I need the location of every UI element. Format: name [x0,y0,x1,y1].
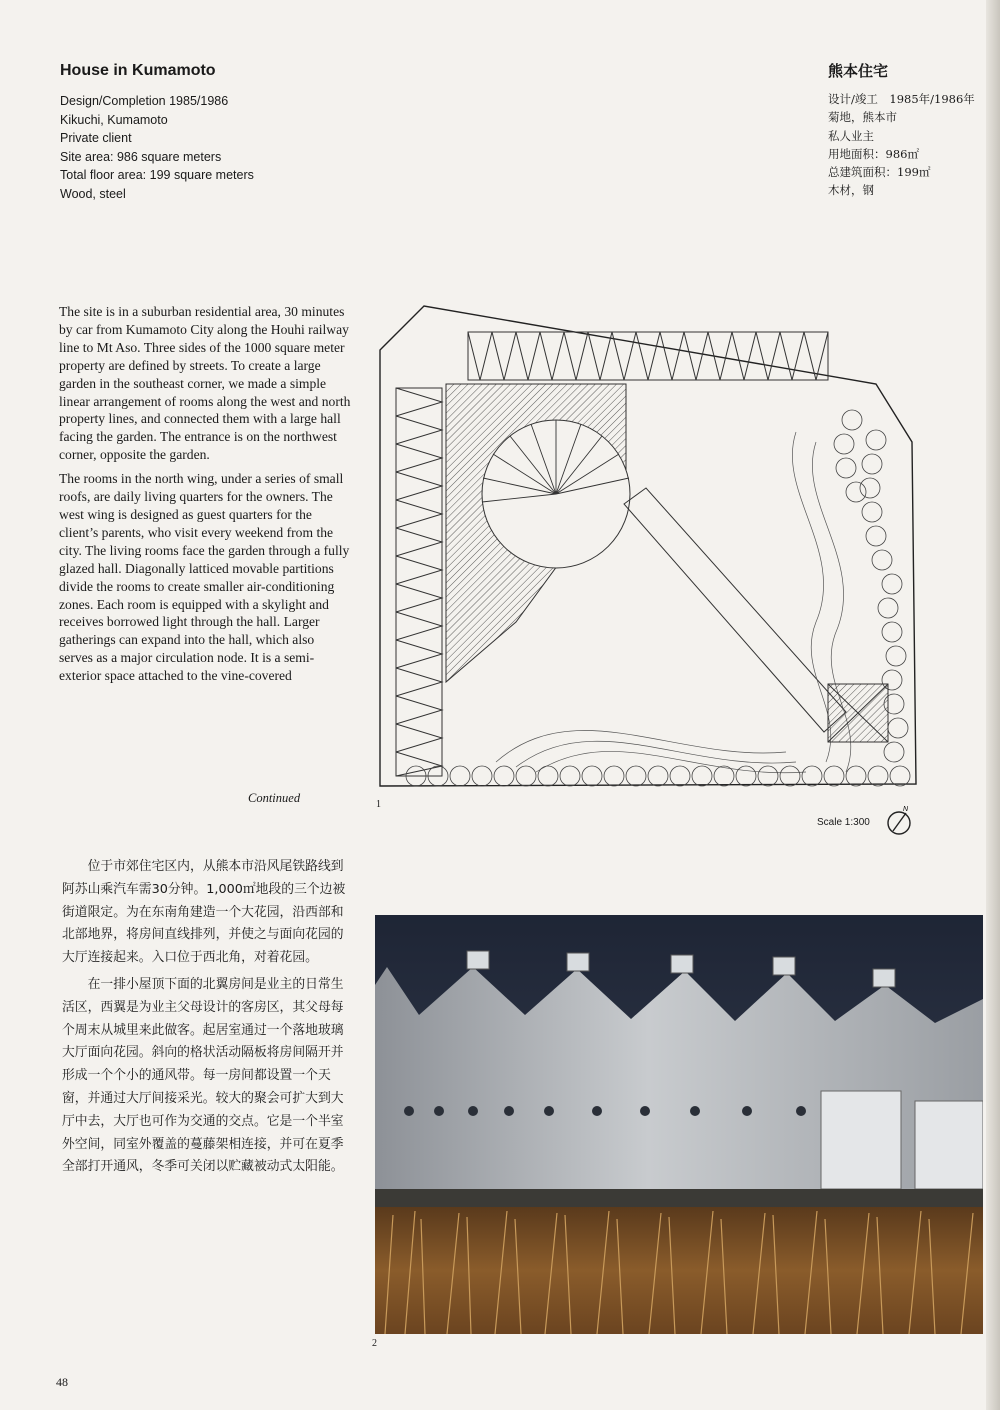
house-photograph [375,915,983,1334]
gazebo [828,684,888,742]
photo-ground-strip [375,1189,983,1209]
north-wing-roofs [468,332,828,380]
specs-zh [828,90,975,200]
spec-en-client: Private client [60,131,132,146]
photo-grass [375,1207,983,1334]
figure-1-number: 1 [376,799,381,810]
scale-label: Scale 1:300 [817,817,870,828]
spec-zh-design: 设计/竣工 1985年/1986年 [828,92,975,106]
paragraph-en-2: The rooms in the north wing, under a series of small roofs, are daily living quarters for the owners. The west wing is designed as guest quarters for the client’s parents, who visit every weekend from the city. The living rooms face the garden through a fully glazed hall. Diagonally latticed movable partitions divide the rooms to create smaller air-conditioning zones. Each room is equipped with a skylight and receives borrowed light through the hall. Larger gatherings can expand into the hall, which also serves as a major circulation node. It is a semi-exterior space attached to the vine-covered [59,471,350,684]
page-number: 48 [56,1375,68,1389]
photo-garage-door-1 [821,1091,901,1189]
spec-en-design: Design/Completion 1985/1986 [60,94,229,108]
spec-zh-site-area: 用地面积：986㎡ [828,146,919,161]
north-arrow-icon [884,803,914,837]
spec-zh-location: 菊地，熊本市 [828,110,897,125]
site-plan-drawing [376,292,938,798]
garden-pergola [624,488,846,732]
spec-zh-floor-area: 总建筑面积：199㎡ [828,165,931,180]
specs-en [60,92,254,204]
body-text-zh [62,856,355,1183]
spec-zh-client: 私人业主 [828,128,874,143]
spec-en-location: Kikuchi, Kumamoto [60,112,168,127]
title-zh: 熊本住宅 [828,62,889,80]
spec-en-floor-area: Total floor area: 199 square meters [60,168,254,183]
north-label: N [903,806,909,813]
page-gutter-shadow [986,0,1000,1410]
west-wing-roofs [396,388,442,776]
figure-2-number: 2 [372,1338,377,1349]
spec-zh-materials: 木材，钢 [828,183,874,198]
paragraph-en-1: The site is in a suburban residential area, 30 minutes by car from Kumamoto City along the Houhi railway line to Mt Aso. Three sides of the 1000 square meter property are defined by streets. To create a large garden in the southeast corner, we made a simple linear arrangement of rooms along the west and north property lines, and connected them with a large hall facing the garden. The entrance is on the northwest corner, opposite the garden. [59,304,351,463]
spec-en-site-area: Site area: 986 square meters [60,149,222,164]
continued-label: Continued [248,791,301,805]
body-text-en [59,303,351,691]
photo-garage-door-2 [915,1101,983,1189]
paragraph-zh-2: 在一排小屋顶下面的北翼房间是业主的日常生活区，西翼是为业主父母设计的客房区，其父母每个周末从城里来此做客。起居室通过一个落地玻璃大厅面向花园。斜向的格状活动隔板将房间隔开并形成一个个小的通风带。每一房间都设置一个天窗，并通过大厅间接采光。较大的聚会可扩大到大厅中去，大厅也可作为交通的交点。它是一个半室外空间，同室外覆盖的蔓藤架相连接，并可在夏季全部打开通风，冬季可关闭以贮藏被动式太阳能。 [62,976,344,1175]
title-en: House in Kumamoto [60,62,216,79]
paragraph-zh-1: 位于市郊住宅区内，从熊本市沿风尾铁路线到阿苏山乘汽车需30分钟。1,000㎡地段的三个边被街道限定。为在东南角建造一个大花园，沿西部和北部地界，将房间直线排列，并使之与面向花园的大厅连接起来。入口位于西北角，对着花园。 [62,859,346,966]
spec-en-materials: Wood, steel [60,186,126,201]
